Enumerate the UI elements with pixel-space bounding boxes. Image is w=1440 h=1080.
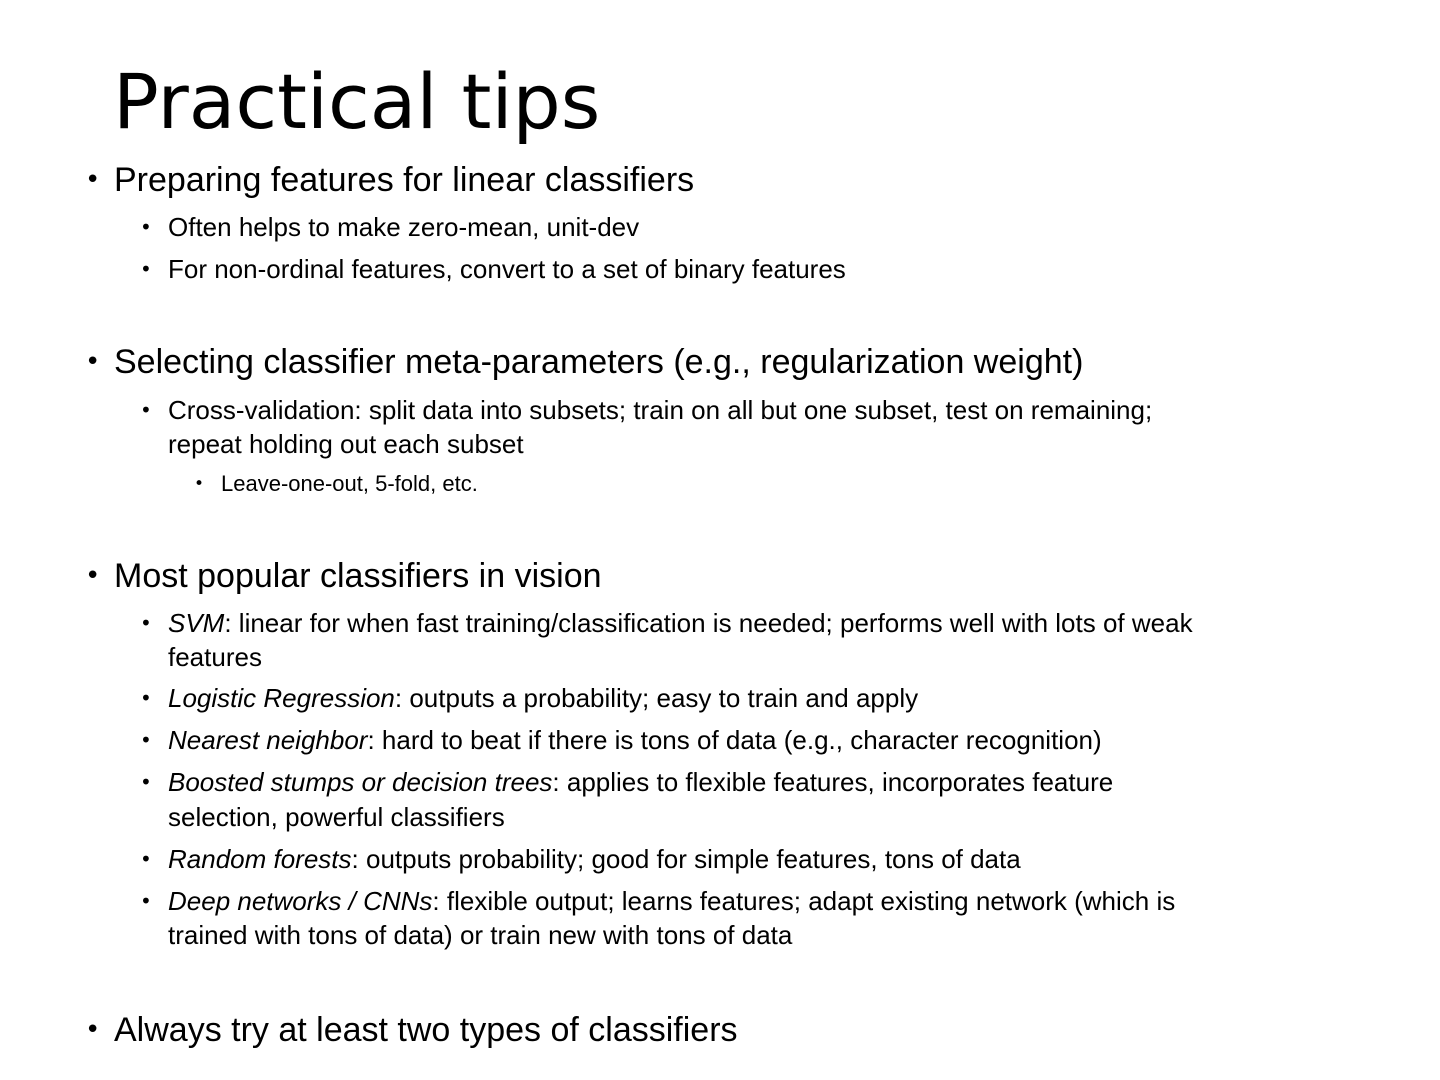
list-item-cross-validation-cont: repeat holding out each subset	[168, 429, 524, 459]
bullet-icon: •	[140, 847, 152, 871]
list-item-leave-one-out: Leave-one-out, 5-fold, etc.	[221, 471, 478, 496]
bullet-icon: •	[140, 257, 152, 281]
term-logistic-regression: Logistic Regression	[168, 683, 395, 713]
bullet-heading-popular-classifiers: Most popular classifiers in vision	[114, 557, 602, 595]
bullet-icon: •	[85, 1015, 101, 1045]
bullet-icon: •	[85, 561, 101, 591]
bullet-icon: •	[140, 611, 152, 635]
list-item-binary-features: For non-ordinal features, convert to a set of binary features	[168, 254, 846, 284]
bullet-icon: •	[140, 889, 152, 913]
desc-boosted-stumps: : applies to flexible features, incorporates feature	[552, 767, 1114, 797]
bullet-icon: •	[140, 728, 152, 752]
bullet-heading-preparing-features: Preparing features for linear classifiers	[114, 161, 695, 199]
list-item-boosted-stumps-cont: selection, powerful classifiers	[168, 802, 505, 832]
bullet-icon: •	[140, 215, 152, 239]
term-boosted-stumps: Boosted stumps or decision trees	[168, 767, 553, 797]
list-item-deep-networks	[168, 884, 1175, 918]
desc-logistic-regression: : outputs a probability; easy to train and apply	[394, 683, 919, 713]
desc-nearest-neighbor: : hard to beat if there is tons of data (e.g., character recognition)	[367, 725, 1102, 755]
desc-deep-networks: : flexible output; learns features; adapt existing network (which is	[432, 886, 1176, 916]
bullet-heading-two-classifiers: Always try at least two types of classifiers	[114, 1011, 738, 1049]
slide-title: Practical tips	[113, 57, 601, 146]
bullet-icon: •	[85, 165, 101, 195]
desc-random-forests: : outputs probability; good for simple features, tons of data	[351, 844, 1021, 874]
list-item-deep-networks-cont: trained with tons of data) or train new with tons of data	[168, 920, 793, 950]
list-item-boosted-stumps	[168, 765, 1113, 799]
list-item-cross-validation: Cross-validation: split data into subsets; train on all but one subset, test on remaining;	[168, 395, 1153, 425]
list-item-nearest-neighbor	[168, 723, 1102, 757]
desc-svm: : linear for when fast training/classification is needed; performs well with lots of weak	[224, 608, 1193, 638]
term-svm: SVM	[168, 608, 225, 638]
bullet-heading-meta-parameters: Selecting classifier meta-parameters (e.g., regularization weight)	[114, 343, 1084, 381]
list-item-random-forests	[168, 842, 1021, 876]
bullet-icon: •	[140, 686, 152, 710]
bullet-icon: •	[140, 770, 152, 794]
list-item-zero-mean: Often helps to make zero-mean, unit-dev	[168, 212, 640, 242]
term-nearest-neighbor: Nearest neighbor	[168, 725, 368, 755]
list-item-logistic-regression	[168, 681, 918, 715]
bullet-icon: •	[194, 474, 205, 494]
list-item-svm	[168, 606, 1193, 640]
list-item-svm-cont: features	[168, 642, 262, 672]
term-deep-networks: Deep networks / CNNs	[168, 886, 433, 916]
bullet-icon: •	[85, 347, 101, 377]
term-random-forests: Random forests	[168, 844, 352, 874]
bullet-icon: •	[140, 398, 152, 422]
